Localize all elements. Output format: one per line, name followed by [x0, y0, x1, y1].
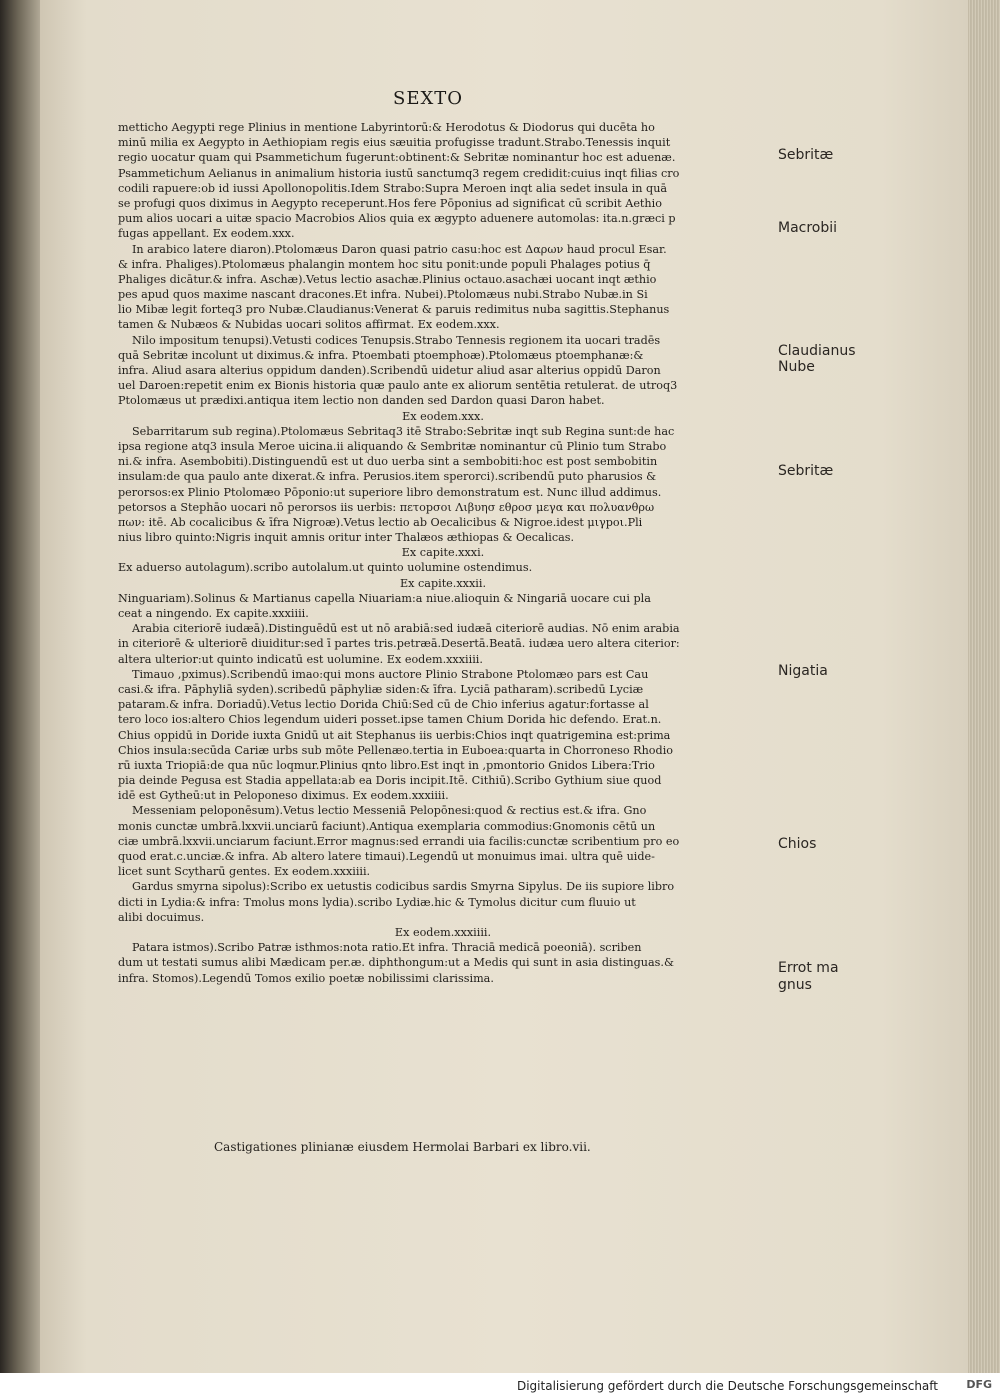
text-line: ipsa regione atq3 insula Meroe uicina.ii aliquando & Sembritæ nominantur cū Plinio tum Strabo	[118, 439, 667, 453]
text-line: Arabia citeriorē iudæā).Distinguēdū est ut nō arabiā:sed iudæā citeriorē audias. Nō enim arabia	[132, 622, 680, 636]
margin-note: Errot ma	[778, 960, 839, 976]
text-line: pes apud quos maxime nascant dracones.Et infra. Nubei).Ptolomæus nubi.Strabo Nubæ.in Si	[118, 288, 648, 302]
text-line: metticho Aegypti rege Plinius in mentione Labyrintorū:& Herodotus & Diodorus qui ducēta ho	[118, 121, 655, 134]
text-line: se profugi quos diximus in Aegypto receperunt.Hos fere Pōponius ad significat cū scribit Aethio	[118, 196, 662, 210]
margin-note: Nigatia	[778, 663, 828, 679]
text-line: quod erat.c.unciæ.& infra. Ab altero latere timaui).Legendū ut monuimus imai. ultra quē uide-	[118, 850, 655, 863]
text-line: Sebarritarum sub regina).Ptolomæus Sebritaq3 itē Strabo:Sebritæ inqt sub Regina sunt:de hac	[132, 424, 675, 438]
dfg-logo: DFG	[966, 1378, 992, 1391]
text-line: in citeriorē & ulteriorē diuiditur:sed ī partes tris.petræā.Desertā.Beatā. iudæa uero altera citerior:	[118, 637, 680, 651]
text-line: minū milia ex Aegypto in Aethiopiam regis eius sæuitia profugisse tradunt.Strabo.Tenessis inquit	[118, 136, 671, 150]
text-line: ni.& infra. Asembobiti).Distinguendū est ut duo uerba sint a sembobiti:hoc est post sembobitin	[118, 455, 658, 469]
text-line: codili rapuere:ob id iussi Apollonopolitis.Idem Strabo:Supra Meroen inqt alia sedet insula in quā	[118, 181, 668, 195]
text-line: ciæ umbrā.lxxvii.unciarum faciunt.Error magnus:sed errandi uia facilis:cunctæ scribentium pro eo	[118, 834, 680, 848]
text-line: lio Mibæ legit forteq3 pro Nubæ.Claudianus:Venerat & paruis redimitus nuba sagittis.Stephanus	[118, 303, 670, 317]
text-line: Chios insula:secūda Cariæ urbs sub mōte Pellenæo.tertia in Euboea:quarta in Chorroneso Rhodio	[118, 743, 674, 757]
text-line: casi.& ifra. Pāphyliā syden).scribedū pāphyliæ siden:& īfra. Lyciā patharam).scribedū Lyciæ	[118, 682, 644, 696]
margin-note: Nube	[778, 359, 815, 375]
text-line: fugas appellant. Ex eodem.xxx.	[118, 227, 295, 241]
text-line: licet sunt Scytharū gentes. Ex eodem.xxxiiii.	[118, 865, 371, 879]
running-head: SEXTO	[393, 88, 464, 109]
text-line: Ex capite.xxxii.	[399, 576, 487, 590]
margin-note: gnus	[778, 977, 812, 993]
margin-note: Chios	[778, 836, 817, 852]
footer-bar	[0, 1373, 1000, 1398]
text-line: Patara istmos).Scribo Patræ isthmos:nota ratio.Et infra. Thraciā medicā poeoniā). scriben	[132, 941, 642, 955]
margin-note: Claudianus	[778, 343, 856, 359]
text-line: dicti in Lydia:& infra: Tmolus mons lydia).scribo Lydiæ.hic & Tymolus dicitur cum fluuio ut	[118, 895, 636, 909]
text-line: Ptolomæus ut prædixi.antiqua item lectio non danden sed Dardon quasi Daron habet.	[118, 394, 605, 408]
text-line: quā Sebritæ incolunt ut diximus.& infra. Ptoembati ptoemphoæ).Ptolomæus ptoemphanæ:&	[118, 348, 644, 362]
text-line: Ex aduerso autolagum).scribo autolalum.ut quinto uolumine ostendimus.	[118, 561, 533, 575]
footer-credit: Digitalisierung gefördert durch die Deutsche Forschungsgemeinschaft	[516, 1379, 938, 1393]
text-line: Psammetichum Aelianus in animalium historia iustū sanctumq3 regem credidit:cuius inqt filias cro	[118, 166, 680, 180]
text-line: Timauo ,pximus).Scribendū imao:qui mons auctore Plinio Strabone Ptolomæo pars est Cau	[132, 667, 649, 681]
text-line: Phaliges dicātur.& infra. Aschæ).Vetus lectio asachæ.Plinius octauo.asachæi uocant inqt æthio	[118, 272, 657, 286]
text-line: Ninguariam).Solinus & Martianus capella Niuariam:a niue.alioquin & Ningariā uocare cui pla	[118, 591, 651, 605]
text-line: regio uocatur quam qui Psammetichum fugerunt:obtinent:& Sebritæ nominantur hoc est aduenæ.	[118, 151, 676, 165]
text-line: rū iuxta Triopiā:de qua nūc loqmur.Plinius qnto libro.Est inqt in ,pmontorio Gnidos Libera:Trio	[118, 758, 655, 772]
text-line: Chius oppidū in Doride iuxta Gnidū ut ait Stephanus iis uerbis:Chios inqt quatrigemina est:prima	[118, 728, 671, 742]
margin-note: Sebritæ	[778, 463, 834, 479]
text-line: pia deinde Pegusa est Stadia appellata:ab ea Doris incipit.Itē. Cithiū).Scribo Gythium siue quod	[118, 774, 662, 788]
text-line: alibi docuimus.	[118, 910, 205, 924]
text-line: nius libro quinto:Nigris inquit amnis oritur inter Thalæos æthiopas & Oecalicas.	[118, 531, 575, 545]
text-line: insulam:de qua paulo ante dixerat.& infra. Perusios.item sperorci).scribendū puto pharusios &	[118, 470, 657, 484]
text-line: Nilo impositum tenupsi).Vetusti codices Tenupsis.Strabo Tennesis regionem ita uocari tradēs	[132, 333, 661, 347]
text-line: uel Daroen:repetit enim ex Bionis historia quæ paulo ante ex aliorum sentētia retulerat. de utroq3	[118, 379, 678, 393]
text-line: idē est Gytheū:ut in Peloponeso diximus. Ex eodem.xxxiiii.	[118, 789, 449, 803]
text-line: pum alios uocari a uitæ spacio Macrobios Alios quia ex ægypto aduenere automolas: ita.n.græci p	[118, 212, 676, 226]
margin-note: Sebritæ	[778, 147, 834, 163]
text-line: & infra. Phaliges).Ptolomæus phalangin montem hoc situ ponit:unde populi Phalages potius q̄	[118, 257, 651, 271]
text-line: Messeniam peloponēsum).Vetus lectio Messeniā Pelopōnesi:quod & rectius est.& ifra. Gno	[132, 804, 647, 818]
text-line: πων: itē. Ab cocalicibus & īfra Nigroæ).Vetus lectio ab Oecalicibus & Nigroe.idest μιγpoι.Pli	[118, 515, 643, 529]
text-line: tero loco ios:altero Chios legendum uideri posset.ipse tamen Chium Dorida hic defendo. Erat.n.	[118, 713, 662, 727]
text-line: altera ulterior:ut quinto indicatū est uolumine. Ex eodem.xxxiiii.	[118, 652, 483, 666]
main-text-block	[118, 120, 768, 986]
text-line: ceat a ningendo. Ex capite.xxxiiii.	[118, 607, 309, 620]
text-line: In arabico latere diaron).Ptolomæus Daron quasi patrio casu:hoc est Δαρων haud procul Esar.	[132, 242, 667, 256]
text-line: Ex eodem.xxx.	[402, 409, 484, 423]
closing-line: Castigationes plinianæ eiusdem Hermolai Barbari ex libro.vii.	[214, 1140, 591, 1154]
text-line: infra. Aliud asara alterius oppidum danden).Scribendū uidetur aliud asar alterius oppidū Daron	[118, 364, 661, 377]
text-line: Ex capite.xxxi.	[401, 546, 485, 560]
margin-note: Macrobii	[778, 220, 838, 236]
text-line: Gardus smyrna sipolus):Scribo ex uetustis codicibus sardis Smyrna Sipylus. De iis supiore libro	[132, 880, 675, 894]
page-edges	[968, 0, 1000, 1373]
text-line: tamen & Nubæos & Nubidas uocari solitos affirmat. Ex eodem.xxx.	[118, 318, 500, 332]
text-line: pataram.& infra. Doriadū).Vetus lectio Dorida Chiū:Sed cū de Chio inferius agatur:fortasse al	[118, 698, 649, 712]
text-line: petorsos a Stephāo uocari nō perorsos iis uerbis: πετοpσοι Λιβυησ εθροσ μεγα και πολυανθρω	[118, 500, 655, 514]
text-line: monis cunctæ umbrā.lxxvii.unciarū faciunt).Antiqua exemplaria commodius:Gnomonis cētū un	[118, 819, 656, 833]
text-line: infra. Stomos).Legendū Tomos exilio poetæ nobilissimi clarissima.	[118, 971, 494, 985]
bleed-through-left	[0, 150, 40, 1050]
text-line: Ex eodem.xxxiiii.	[394, 925, 492, 939]
text-line: dum ut testati sumus alibi Mædicam per.æ. diphthongum:ut a Medis qui sunt in asia distinguas.&	[118, 956, 674, 970]
text-line: perorsos:ex Plinio Ptolomæo Pōponio:ut superiore libro demonstratum est. Nunc illud addimus.	[118, 485, 662, 499]
